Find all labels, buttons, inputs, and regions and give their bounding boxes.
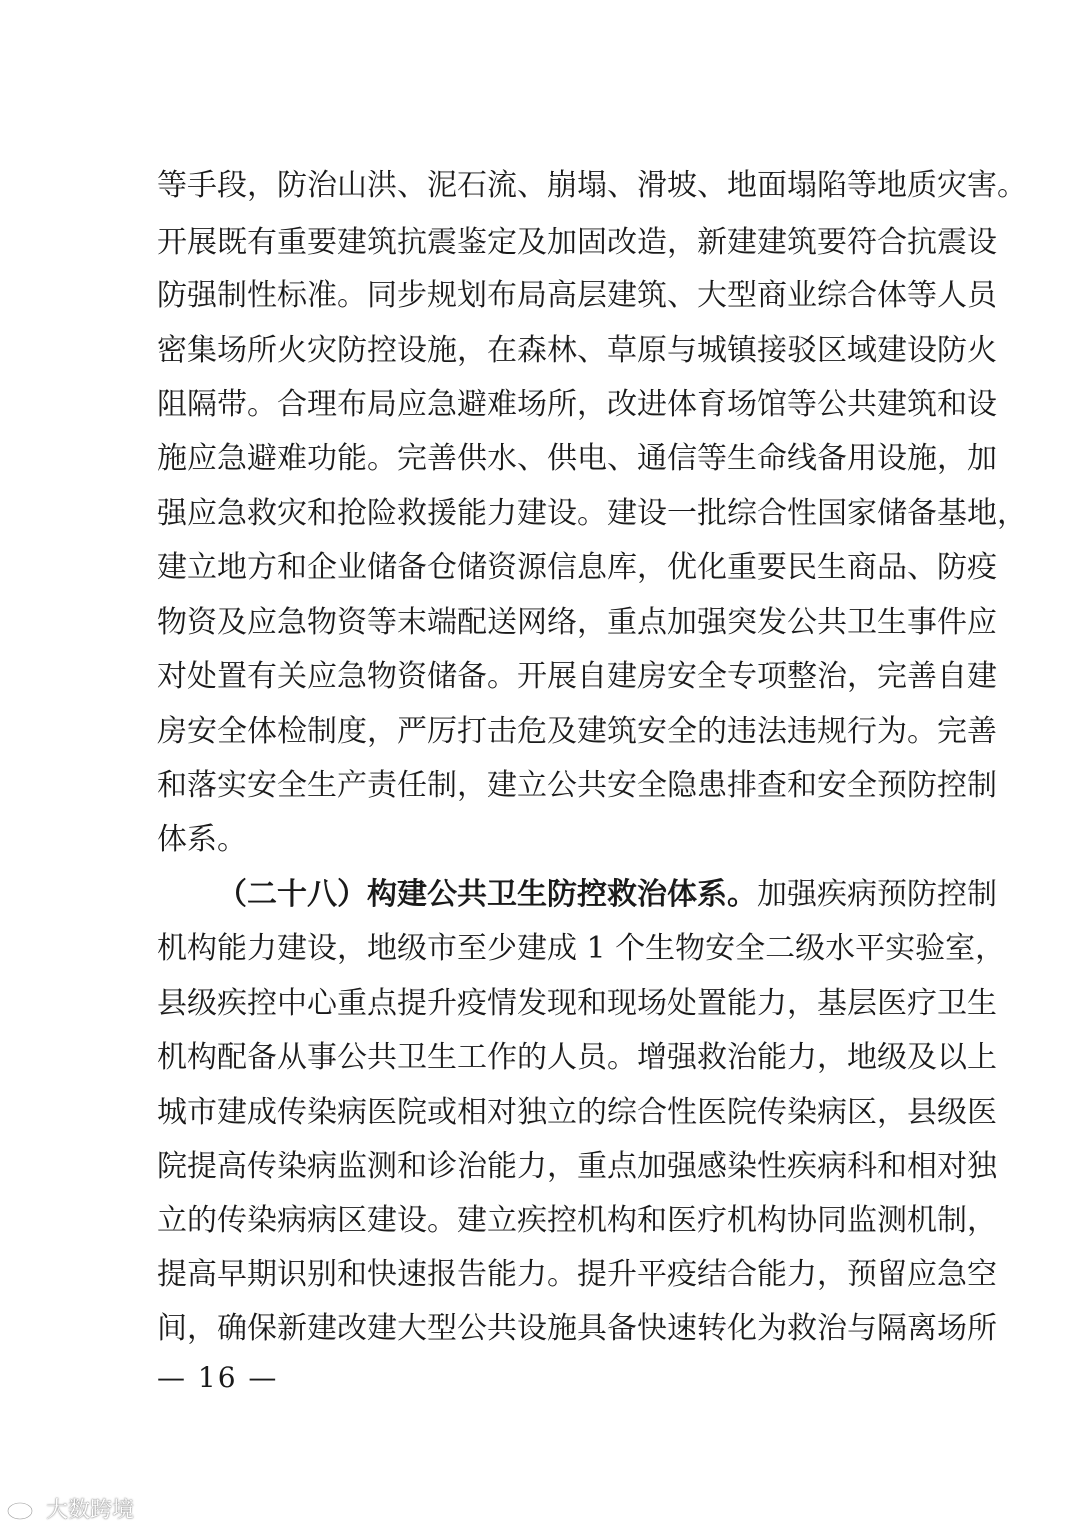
section-first-line-text: 加强疾病预防控制 <box>757 877 997 912</box>
body-line: 开展既有重要建筑抗震鉴定及加固改造，新建建筑要符合抗震设 <box>157 225 997 260</box>
body-line: 院提高传染病监测和诊治能力，重点加强感染性疾病科和相对独 <box>157 1149 997 1184</box>
body-line: 机构配备从事公共卫生工作的人员。增强救治能力，地级及以上 <box>157 1040 997 1075</box>
body-line: 物资及应急物资等末端配送网络，重点加强突发公共卫生事件应 <box>157 605 997 640</box>
body-line: 城市建成传染病医院或相对独立的综合性医院传染病区，县级医 <box>157 1095 997 1130</box>
watermark-text: 大数跨境 <box>46 1497 135 1523</box>
body-line: 对处置有关应急物资储备。开展自建房安全专项整治，完善自建 <box>157 659 997 694</box>
body-line: 机构能力建设，地级市至少建成 1 个生物安全二级水平实验室， <box>157 931 1006 966</box>
body-line: 房安全体检制度，严厉打击危及建筑安全的违法违规行为。完善 <box>157 714 997 749</box>
body-line: 密集场所火灾防控设施，在森林、草原与城镇接驳区域建设防火 <box>157 333 997 368</box>
watermark <box>6 1494 134 1522</box>
page-number: — 16 — <box>157 1361 279 1394</box>
body-line: 和落实安全生产责任制，建立公共安全隐患排查和安全预防控制 <box>157 768 997 803</box>
body-line: 立的传染病病区建设。建立疾控机构和医疗机构协同监测机制， <box>157 1203 997 1238</box>
body-line: 强应急救灾和抢险救援能力建设。建设一批综合性国家储备基地， <box>157 496 1027 531</box>
body-line: 间，确保新建改建大型公共设施具备快速转化为救治与隔离场所 <box>157 1311 997 1346</box>
section-heading: （二十八）构建公共卫生防控救治体系。 <box>217 877 757 912</box>
body-line: 提高早期识别和快速报告能力。提升平疫结合能力，预留应急空 <box>157 1257 997 1292</box>
body-line: 体系。 <box>157 822 247 857</box>
body-line: 阻隔带。合理布局应急避难场所，改进体育场馆等公共建筑和设 <box>157 387 997 422</box>
section-first-line <box>217 875 997 915</box>
body-line: 防强制性标准。同步规划布局高层建筑、大型商业综合体等人员 <box>157 278 997 313</box>
body-line: 等手段，防治山洪、泥石流、崩塌、滑坡、地面塌陷等地质灾害。 <box>157 168 1027 203</box>
body-line: 施应急避难功能。完善供水、供电、通信等生命线备用设施，加 <box>157 441 997 476</box>
body-line: 建立地方和企业储备仓储资源信息库，优化重要民生商品、防疫 <box>157 550 997 585</box>
body-line: 县级疾控中心重点提升疫情发现和现场处置能力，基层医疗卫生 <box>157 986 997 1021</box>
weibo-logo-icon <box>6 1495 42 1521</box>
